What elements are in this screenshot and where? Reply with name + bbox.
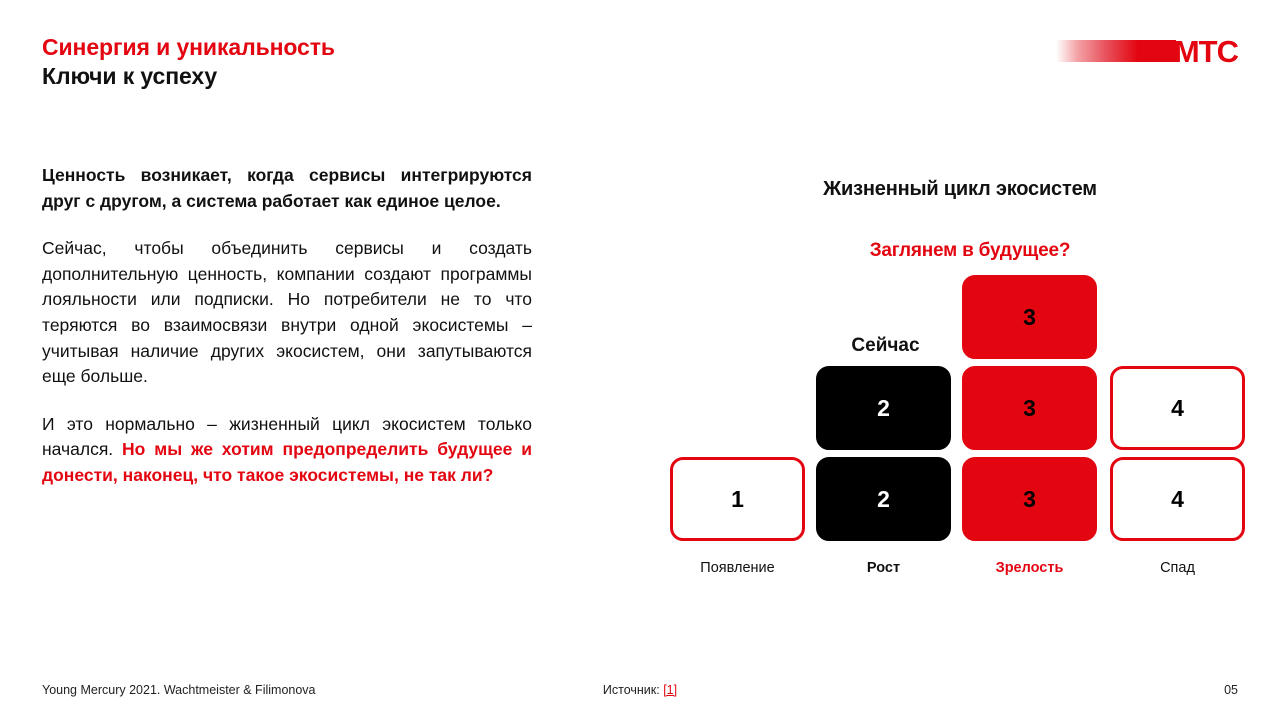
lifecycle-cell[interactable]: 4 bbox=[1110, 457, 1245, 541]
lifecycle-diagram bbox=[660, 170, 1260, 590]
paragraph-body: Сейчас, чтобы объединить сервисы и создать дополнительную ценность, компании создают программы лояльности или подписки. Но потребители не то что теряются во взаимосвязи внутри одной экосистемы – учитывая наличие других экосистем, они запутываются еще больше. bbox=[42, 238, 532, 387]
footer-source-label: Источник: bbox=[602, 683, 664, 697]
page-title-primary: Синергия и уникальность bbox=[42, 34, 335, 60]
lifecycle-cell[interactable]: 2 bbox=[816, 366, 951, 450]
page-title-secondary: Ключи к успеху bbox=[42, 63, 218, 89]
paragraph-lead: Ценность возникает, когда сервисы интегрируются друг с другом, а система работает как единое целое. bbox=[42, 165, 532, 211]
logo-text: МТС bbox=[1173, 33, 1238, 69]
slide-header bbox=[42, 33, 335, 91]
lifecycle-cell[interactable]: 3 bbox=[962, 275, 1097, 359]
diagram-title: Жизненный цикл экосистем bbox=[823, 178, 1097, 200]
stage-label-row bbox=[670, 560, 1260, 584]
page-number: 05 bbox=[1224, 683, 1238, 697]
lifecycle-cell[interactable]: 1 bbox=[670, 457, 805, 541]
footer-attribution: Young Mercury 2021. Wachtmeister & Filimonova bbox=[42, 683, 316, 697]
lifecycle-cell[interactable]: 3 bbox=[962, 366, 1097, 450]
paragraph-closing-highlight: Но мы же хотим предопределить будущее и донести, наконец, что такое экосистемы, не так ли? bbox=[42, 439, 532, 485]
stage-label-decline: Спад bbox=[1160, 560, 1195, 576]
footer-source-link[interactable]: [1] bbox=[663, 683, 678, 697]
logo-gradient-bar bbox=[1056, 40, 1176, 62]
stage-label-growth: Рост bbox=[866, 560, 901, 576]
lifecycle-cell[interactable]: 2 bbox=[816, 457, 951, 541]
stage-label-emergence: Появление bbox=[700, 560, 775, 576]
lifecycle-cell[interactable]: 4 bbox=[1110, 366, 1245, 450]
body-text-column bbox=[42, 163, 532, 489]
mts-logo bbox=[1056, 33, 1238, 69]
future-annotation-label: Заглянем в будущее? bbox=[869, 240, 1071, 261]
lifecycle-cell[interactable]: 3 bbox=[962, 457, 1097, 541]
footer-source bbox=[0, 683, 1280, 697]
paragraph-closing-black: И это нормально – жизненный цикл экосистем только начался. bbox=[42, 413, 532, 460]
stage-label-maturity: Зрелость bbox=[995, 560, 1064, 576]
paragraph-closing bbox=[42, 412, 532, 489]
now-annotation-label: Сейчас bbox=[851, 335, 920, 356]
